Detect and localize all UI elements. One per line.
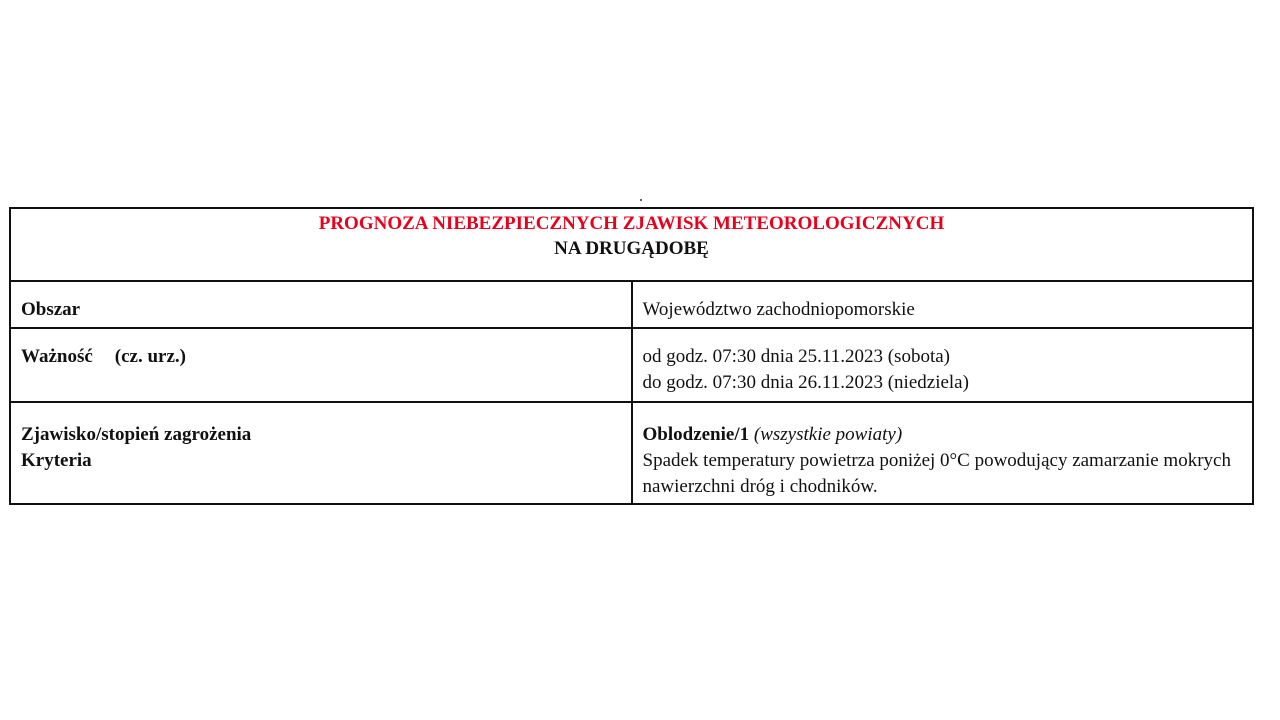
area-value: Województwo zachodniopomorskie	[642, 299, 915, 320]
criteria-label: Kryteria	[21, 450, 92, 471]
phenomenon-criteria: Spadek temperatury powietrza poniżej 0°C powodujący zamarzanie mokrych nawierzchni dróg i chodników.	[642, 450, 1231, 497]
phenomenon-name: Oblodzenie/1	[642, 424, 750, 445]
phenomenon-scope: (wszystkie powiaty)	[753, 424, 903, 445]
validity-label-note: (cz. urz.)	[114, 346, 186, 367]
title-row	[10, 208, 1253, 281]
validity-from: od godz. 07:30 dnia 25.11.2023 (sobota)	[642, 346, 950, 367]
validity-to: do godz. 07:30 dnia 26.11.2023 (niedziela)	[642, 372, 969, 393]
validity-value-cell	[632, 328, 1254, 402]
area-label-cell	[10, 281, 632, 328]
phenomenon-label-cell	[10, 402, 632, 504]
stray-mark	[640, 199, 642, 201]
title-cell	[10, 208, 1253, 281]
validity-label-cell	[10, 328, 632, 402]
area-label: Obszar	[21, 299, 81, 320]
validity-label: Ważność	[21, 346, 93, 367]
warning-subtitle: NA DRUGĄDOBĘ	[554, 238, 709, 259]
phenomenon-label: Zjawisko/stopień zagrożenia	[21, 424, 252, 445]
phenomenon-value-cell	[632, 402, 1254, 504]
area-value-cell	[632, 281, 1254, 328]
area-row	[10, 281, 1253, 328]
warning-table	[9, 207, 1254, 505]
warning-title: PROGNOZA NIEBEZPIECZNYCH ZJAWISK METEOROLOGICZNYCH	[318, 213, 945, 234]
validity-row	[10, 328, 1253, 402]
phenomenon-row	[10, 402, 1253, 504]
